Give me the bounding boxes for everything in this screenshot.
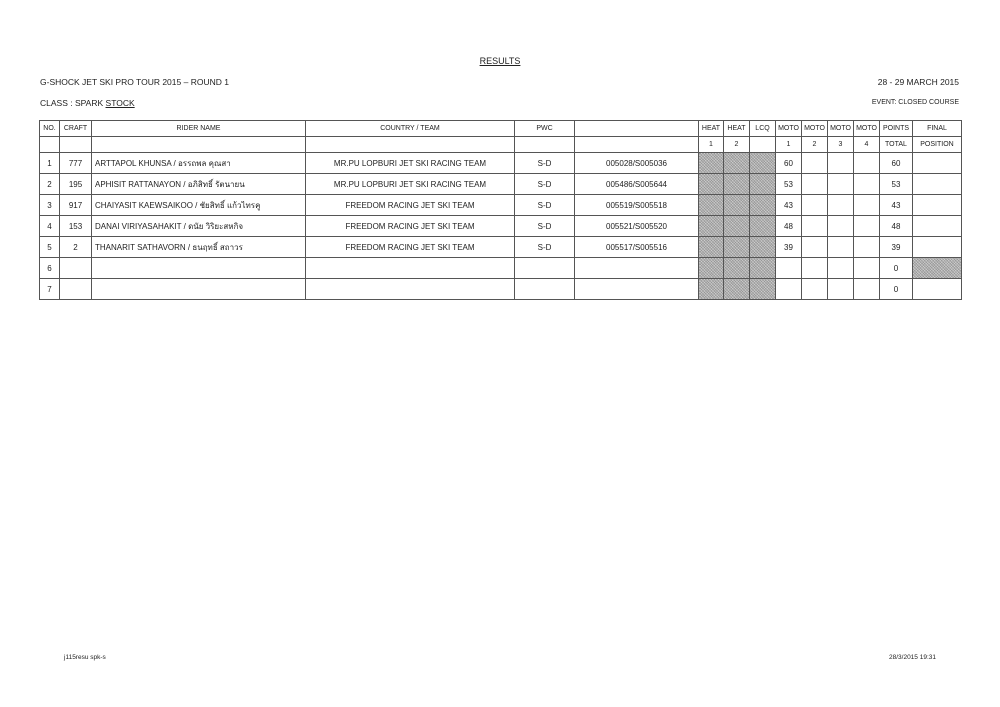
cell-moto2 — [802, 174, 828, 195]
table-row — [40, 258, 962, 279]
header-cell-total: POINTS — [880, 121, 913, 137]
cell-craft — [60, 258, 92, 279]
cell-moto1: 53 — [776, 174, 802, 195]
shaded-cell-heat1 — [699, 153, 724, 174]
cell-team: FREEDOM RACING JET SKI TEAM — [306, 237, 515, 258]
cell-team: MR.PU LOPBURI JET SKI RACING TEAM — [306, 174, 515, 195]
header-cell-heat1: HEAT — [699, 121, 724, 137]
header-cell-pwc — [515, 137, 575, 153]
cell-final — [913, 195, 962, 216]
shaded-cell-heat2 — [724, 174, 750, 195]
cell-rider: THANARIT SATHAVORN / ธนฤทธิ์ สถาวร — [92, 237, 306, 258]
cell-moto2 — [802, 279, 828, 300]
cell-moto3 — [828, 153, 854, 174]
cell-rider — [92, 258, 306, 279]
cell-moto1: 39 — [776, 237, 802, 258]
table-row — [40, 216, 962, 237]
shaded-cell-heat1 — [699, 237, 724, 258]
table-row — [40, 237, 962, 258]
event-date: 28 - 29 MARCH 2015 — [877, 77, 959, 87]
table-header-row — [40, 137, 962, 153]
results-table — [39, 120, 962, 300]
shaded-cell-heat1 — [699, 279, 724, 300]
cell-rider: CHAIYASIT KAEWSAIKOO / ชัยสิทธิ์ แก้วไทรคู — [92, 195, 306, 216]
cell-pwc: S-D — [515, 153, 575, 174]
table-row — [40, 153, 962, 174]
cell-pwc — [515, 279, 575, 300]
shaded-cell-lcq — [750, 237, 776, 258]
cell-total: 39 — [880, 237, 913, 258]
cell-craft: 2 — [60, 237, 92, 258]
cell-final — [913, 237, 962, 258]
class-line — [40, 98, 135, 108]
cell-rider: DANAI VIRIYASAHAKIT / ดนัย วิริยะสหกิจ — [92, 216, 306, 237]
cell-moto3 — [828, 279, 854, 300]
shaded-cell-lcq — [750, 279, 776, 300]
cell-team — [306, 279, 515, 300]
cell-craft: 917 — [60, 195, 92, 216]
shaded-cell-lcq — [750, 216, 776, 237]
header-cell-moto3: 3 — [828, 137, 854, 153]
shaded-cell-heat2 — [724, 237, 750, 258]
cell-pwc: S-D — [515, 216, 575, 237]
cell-moto1: 43 — [776, 195, 802, 216]
cell-reg: 005521/S005520 — [575, 216, 699, 237]
header-cell-craft: CRAFT — [60, 121, 92, 137]
cell-craft — [60, 279, 92, 300]
cell-moto4 — [854, 174, 880, 195]
table-row — [40, 174, 962, 195]
cell-moto4 — [854, 258, 880, 279]
cell-rider — [92, 279, 306, 300]
header-cell-total: TOTAL — [880, 137, 913, 153]
cell-moto2 — [802, 216, 828, 237]
shaded-cell-lcq — [750, 153, 776, 174]
shaded-cell-heat1 — [699, 216, 724, 237]
cell-moto1 — [776, 279, 802, 300]
shaded-cell-heat1 — [699, 258, 724, 279]
shaded-cell-heat2 — [724, 279, 750, 300]
shaded-cell-heat1 — [699, 174, 724, 195]
cell-moto3 — [828, 258, 854, 279]
table-row — [40, 279, 962, 300]
header-cell-moto4: 4 — [854, 137, 880, 153]
cell-final — [913, 279, 962, 300]
cell-team: FREEDOM RACING JET SKI TEAM — [306, 216, 515, 237]
cell-final — [913, 258, 962, 279]
cell-total: 0 — [880, 258, 913, 279]
header-cell-no — [40, 137, 60, 153]
cell-moto1: 60 — [776, 153, 802, 174]
header-cell-moto2: 2 — [802, 137, 828, 153]
cell-no: 3 — [40, 195, 60, 216]
cell-moto3 — [828, 216, 854, 237]
cell-moto3 — [828, 237, 854, 258]
cell-reg: 005517/S005516 — [575, 237, 699, 258]
shaded-cell-heat2 — [724, 153, 750, 174]
header-cell-team: COUNTRY / TEAM — [306, 121, 515, 137]
header-cell-lcq — [750, 137, 776, 153]
cell-moto2 — [802, 258, 828, 279]
footer-printed: 28/3/2015 19:31 — [889, 654, 936, 661]
header-cell-final: POSITION — [913, 137, 962, 153]
cell-moto4 — [854, 195, 880, 216]
cell-final — [913, 174, 962, 195]
shaded-cell-lcq — [750, 174, 776, 195]
header-cell-rider: RIDER NAME — [92, 121, 306, 137]
header-cell-heat1: 1 — [699, 137, 724, 153]
header-cell-moto3: MOTO — [828, 121, 854, 137]
header-cell-moto4: MOTO — [854, 121, 880, 137]
header-cell-moto1: MOTO — [776, 121, 802, 137]
header-cell-reg — [575, 137, 699, 153]
cell-total: 53 — [880, 174, 913, 195]
table-row — [40, 195, 962, 216]
header-cell-pwc: PWC — [515, 121, 575, 137]
cell-pwc: S-D — [515, 237, 575, 258]
cell-moto2 — [802, 153, 828, 174]
cell-moto4 — [854, 279, 880, 300]
header-cell-no: NO. — [40, 121, 60, 137]
cell-final — [913, 216, 962, 237]
cell-moto1: 48 — [776, 216, 802, 237]
shaded-cell-heat2 — [724, 216, 750, 237]
event-type: EVENT: CLOSED COURSE — [871, 99, 959, 106]
cell-no: 4 — [40, 216, 60, 237]
cell-craft: 195 — [60, 174, 92, 195]
cell-total: 43 — [880, 195, 913, 216]
cell-final — [913, 153, 962, 174]
cell-no: 1 — [40, 153, 60, 174]
class-label: CLASS : SPARK — [40, 98, 104, 108]
class-value: STOCK — [105, 98, 135, 108]
header-cell-reg — [575, 121, 699, 137]
cell-reg: 005519/S005518 — [575, 195, 699, 216]
table-header-row — [40, 121, 962, 137]
footer-file: j115resu spk-s — [64, 654, 106, 661]
cell-reg — [575, 279, 699, 300]
cell-reg — [575, 258, 699, 279]
cell-rider: ARTTAPOL KHUNSA / อรรถพล คุณสา — [92, 153, 306, 174]
cell-no: 5 — [40, 237, 60, 258]
header-cell-moto1: 1 — [776, 137, 802, 153]
cell-moto3 — [828, 195, 854, 216]
header-cell-team — [306, 137, 515, 153]
header-cell-heat2: HEAT — [724, 121, 750, 137]
header-cell-moto2: MOTO — [802, 121, 828, 137]
header-cell-final: FINAL — [913, 121, 962, 137]
cell-moto3 — [828, 174, 854, 195]
header-cell-lcq: LCQ — [750, 121, 776, 137]
cell-reg: 005028/S005036 — [575, 153, 699, 174]
header-cell-rider — [92, 137, 306, 153]
results-table-body — [40, 121, 962, 300]
cell-team: MR.PU LOPBURI JET SKI RACING TEAM — [306, 153, 515, 174]
cell-total: 0 — [880, 279, 913, 300]
cell-team: FREEDOM RACING JET SKI TEAM — [306, 195, 515, 216]
cell-moto4 — [854, 216, 880, 237]
cell-no: 7 — [40, 279, 60, 300]
cell-rider: APHISIT RATTANAYON / อภิสิทธิ์ รัตนายน — [92, 174, 306, 195]
page-title: RESULTS — [479, 56, 521, 66]
cell-total: 48 — [880, 216, 913, 237]
shaded-cell-heat1 — [699, 195, 724, 216]
shaded-cell-lcq — [750, 195, 776, 216]
cell-no: 2 — [40, 174, 60, 195]
header-cell-craft — [60, 137, 92, 153]
cell-pwc: S-D — [515, 195, 575, 216]
cell-total: 60 — [880, 153, 913, 174]
header-cell-heat2: 2 — [724, 137, 750, 153]
cell-pwc — [515, 258, 575, 279]
cell-moto1 — [776, 258, 802, 279]
cell-no: 6 — [40, 258, 60, 279]
cell-craft: 777 — [60, 153, 92, 174]
cell-pwc: S-D — [515, 174, 575, 195]
cell-team — [306, 258, 515, 279]
shaded-cell-heat2 — [724, 258, 750, 279]
cell-moto4 — [854, 153, 880, 174]
cell-moto2 — [802, 195, 828, 216]
shaded-cell-lcq — [750, 258, 776, 279]
cell-moto4 — [854, 237, 880, 258]
cell-craft: 153 — [60, 216, 92, 237]
cell-moto2 — [802, 237, 828, 258]
shaded-cell-heat2 — [724, 195, 750, 216]
cell-reg: 005486/S005644 — [575, 174, 699, 195]
event-name: G-SHOCK JET SKI PRO TOUR 2015 – ROUND 1 — [40, 77, 229, 87]
